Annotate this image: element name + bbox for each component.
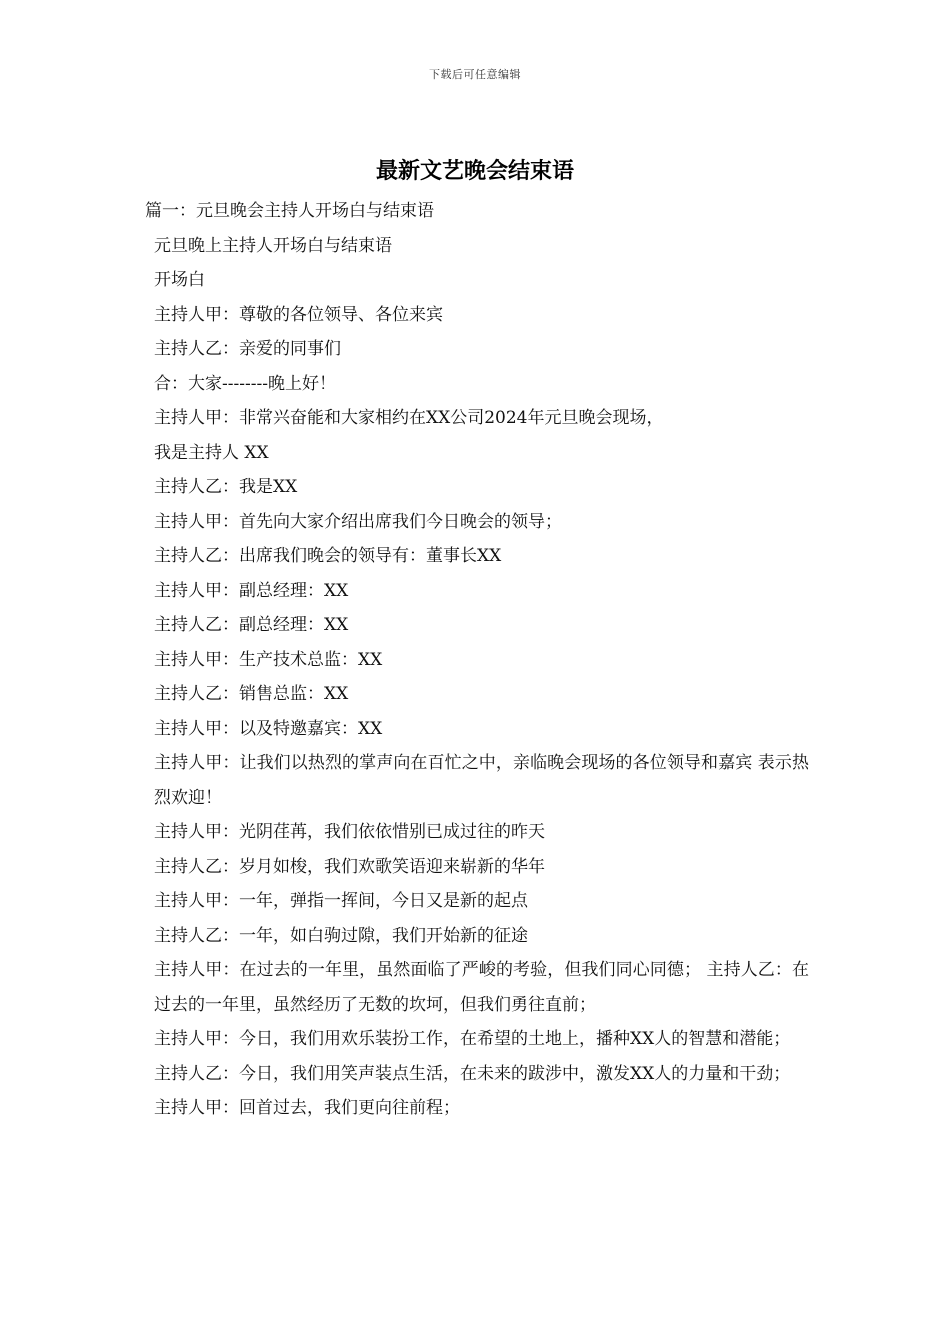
dialogue-line: 主持人乙：今日，我们用笑声装点生活，在未来的跋涉中，激发XX人的力量和干劲；: [154, 1063, 791, 1084]
dialogue-line: 主持人甲：副总经理：XX: [154, 580, 349, 601]
dialogue-line: 主持人甲：尊敬的各位领导、各位来宾: [154, 304, 443, 325]
dialogue-line: 主持人甲：生产技术总监：XX: [154, 649, 383, 670]
subtitle-line: 元旦晚上主持人开场白与结束语: [154, 235, 392, 256]
dialogue-line: 主持人乙：亲爱的同事们: [154, 339, 341, 359]
document-body: [145, 194, 809, 1126]
dialogue-line: 主持人甲：一年，弹指一挥间，今日又是新的起点: [154, 891, 528, 911]
section-label: 开场白: [154, 270, 205, 290]
dialogue-line: 主持人甲：在过去的一年里，虽然面临了严峻的考验，但我们同心同德； 主持人乙：在过去的一年里，虽然经历了无数的坎坷，但我们勇往直前；: [154, 960, 809, 1015]
dialogue-line: 主持人甲：让我们以热烈的掌声向在百忙之中，亲临晚会现场的各位领导和嘉宾 表示热烈欢迎！: [154, 753, 809, 808]
dialogue-line: 主持人甲：非常兴奋能和大家相约在XX公司2024年元旦晚会现场，: [154, 408, 664, 428]
dialogue-line: 主持人甲：回首过去，我们更向往前程；: [154, 1098, 460, 1118]
header-note: 下载后可任意编辑: [429, 68, 521, 81]
dialogue-line: 主持人甲：首先向大家介绍出席我们今日晚会的领导；: [154, 511, 562, 532]
dialogue-line: 主持人甲：光阴荏苒，我们依依惜别已成过往的昨天: [154, 822, 545, 842]
dialogue-line: 主持人乙：一年，如白驹过隙，我们开始新的征途: [154, 925, 528, 946]
dialogue-line: 主持人乙：我是XX: [154, 477, 298, 497]
dialogue-line: 主持人乙：出席我们晚会的领导有：董事长XX: [154, 546, 502, 566]
document-title: 最新文艺晚会结束语: [375, 158, 574, 184]
dialogue-line: 合：大家--------晚上好！: [154, 373, 336, 394]
section-heading: 篇一：元旦晚会主持人开场白与结束语: [145, 201, 434, 221]
dialogue-line: 主持人甲：以及特邀嘉宾：XX: [154, 718, 383, 739]
dialogue-line: 主持人甲：今日，我们用欢乐装扮工作，在希望的土地上，播种XX人的智慧和潜能；: [154, 1029, 791, 1049]
dialogue-line: 我是主持人 XX: [154, 442, 269, 463]
dialogue-line: 主持人乙：副总经理：XX: [154, 615, 349, 635]
dialogue-line: 主持人乙：销售总监：XX: [154, 684, 349, 704]
dialogue-line: 主持人乙：岁月如梭，我们欢歌笑语迎来崭新的华年: [154, 856, 545, 877]
